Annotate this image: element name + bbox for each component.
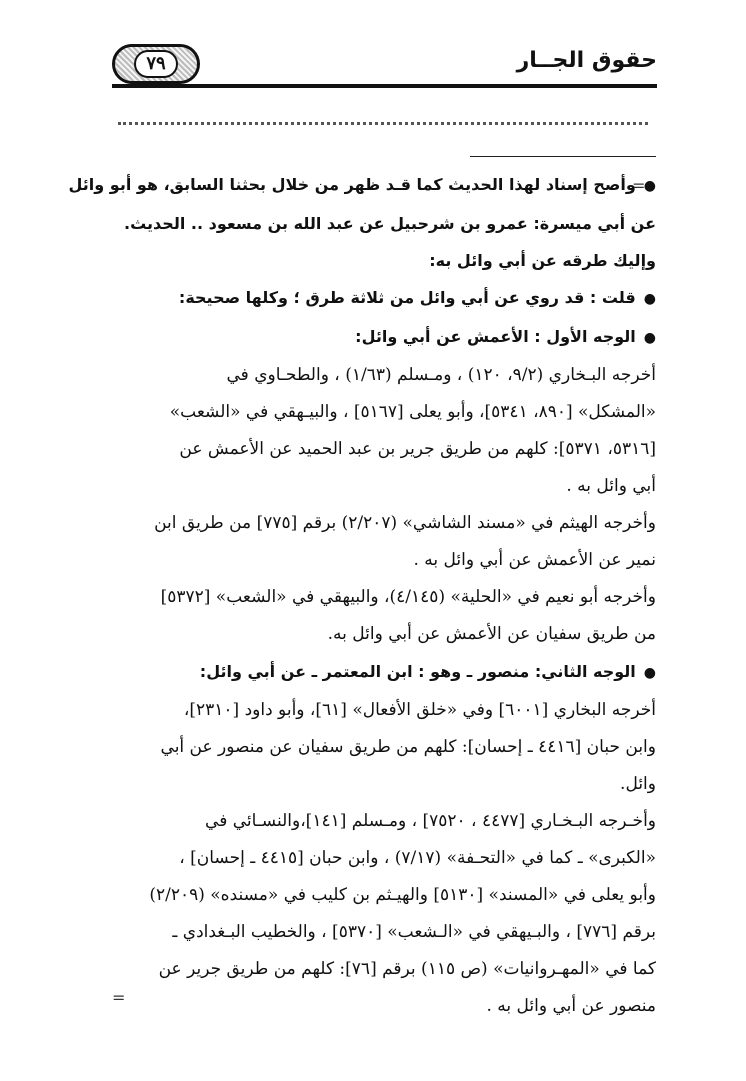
running-title: حقوق الجــار — [516, 48, 657, 73]
text-line — [112, 318, 656, 357]
text-line — [112, 988, 656, 1025]
line-text: «المشكل» [٨٩٠، ٥٣٤١]، وأبو يعلى [٥١٦٧] ، والبيـهقي في «الشعب» — [169, 402, 656, 422]
text-line — [112, 431, 656, 468]
line-text: الوجه الثاني: منصور ـ وهو : ابن المعتمر ـ عن أبي وائل: — [199, 662, 636, 681]
text-line — [112, 877, 656, 914]
line-text: وأخـرجه البـخـاري [٤٤٧٧ ، ٧٥٢٠] ، ومـسلم [١٤١]،والنسـائي في — [205, 811, 656, 831]
header-rule — [112, 84, 657, 88]
text-line — [112, 505, 656, 542]
margin-mark-top: = — [632, 176, 646, 195]
line-text: نمير عن الأعمش عن أبي وائل به . — [413, 550, 656, 570]
text-line — [112, 653, 656, 692]
footnote-separator — [470, 156, 656, 157]
text-line — [112, 692, 656, 729]
line-text: وأخرجه أبو نعيم في «الحلية» (٤/١٤٥)، والبيهقي في «الشعب» [٥٣٧٢] — [160, 587, 656, 607]
page-number: ٧٩ — [134, 50, 177, 78]
line-text: عن أبي ميسرة: عمرو بن شرحبيل عن عبد الله بن مسعود .. الحديث. — [124, 214, 656, 233]
page-number-badge — [112, 44, 200, 84]
line-text: الوجه الأول : الأعمش عن أبي وائل: — [355, 327, 636, 346]
line-text: وإليك طرقه عن أبي وائل به: — [429, 251, 656, 270]
line-text: وأبو يعلى في «المسند» [٥١٣٠] والهيـثم بن كليب في «مسنده» (٢/٢٠٩) — [149, 885, 656, 905]
line-text: وأخرجه الهيثم في «مسند الشاشي» (٢/٢٠٧) برقم [٧٧٥] من طريق ابن — [154, 513, 656, 533]
dotted-separator — [118, 122, 648, 125]
line-text: وأصح إسناد لهذا الحديث كما قـد ظهر من خلال بحثنا السابق، هو أبو وائل — [68, 175, 636, 194]
text-line — [112, 279, 656, 318]
footnote-body — [68, 166, 656, 1025]
margin-mark-bottom: = — [112, 988, 126, 1007]
bullet-icon: ● — [643, 665, 656, 681]
text-line — [112, 242, 656, 279]
line-text: وابن حبان [٤٤١٦ ـ إحسان]: كلهم من طريق سفيان عن منصور عن أبي — [160, 737, 656, 757]
text-line — [112, 542, 656, 579]
text-line — [112, 616, 656, 653]
text-line — [112, 914, 656, 951]
text-line — [112, 579, 656, 616]
bullet-icon: ● — [643, 291, 656, 307]
line-text: برقم [٧٧٦] ، والبـيهقي في «الـشعب» [٥٣٧٠] ، والخطيب البـغدادي ـ — [172, 922, 656, 942]
text-line — [68, 166, 656, 205]
line-text: كما في «المهـروانيات» (ص ١١٥) برقم [٧٦]: كلهم من طريق جرير عن — [158, 959, 656, 979]
line-text: أبي وائل به . — [566, 476, 656, 496]
text-line — [112, 766, 656, 803]
text-line — [112, 468, 656, 505]
bullet-icon: ● — [643, 330, 656, 346]
text-line — [112, 951, 656, 988]
line-text: «الكبرى» ـ كما في «التحـفة» (٧/١٧) ، وابن حبان [٤٤١٥ ـ إحسان] ، — [179, 848, 656, 868]
line-text: منصور عن أبي وائل به . — [486, 996, 656, 1016]
text-line — [112, 729, 656, 766]
line-text: أخرجه البـخاري (٩/٢، ١٢٠) ، ومـسلم (١/٦٣) ، والطحـاوي في — [226, 365, 656, 385]
text-line — [112, 357, 656, 394]
text-line — [112, 394, 656, 431]
bullet-icon: ● — [643, 178, 656, 194]
line-text: أخرجه البخاري [٦٠٠١] وفي «خلق الأفعال» [٦١]، وأبو داود [٢٣١٠]، — [183, 700, 656, 720]
line-text: [٥٣١٦، ٥٣٧١]: كلهم من طريق جرير بن عبد الحميد عن الأعمش عن — [179, 439, 656, 459]
line-text: من طريق سفيان عن الأعمش عن أبي وائل به. — [327, 624, 656, 644]
line-text: وائل. — [620, 774, 656, 794]
text-line — [112, 205, 656, 242]
text-line — [112, 840, 656, 877]
page-header — [112, 40, 657, 90]
line-text: قلت : قد روي عن أبي وائل من ثلاثة طرق ؛ وكلها صحيحة: — [178, 288, 636, 307]
text-line — [112, 803, 656, 840]
